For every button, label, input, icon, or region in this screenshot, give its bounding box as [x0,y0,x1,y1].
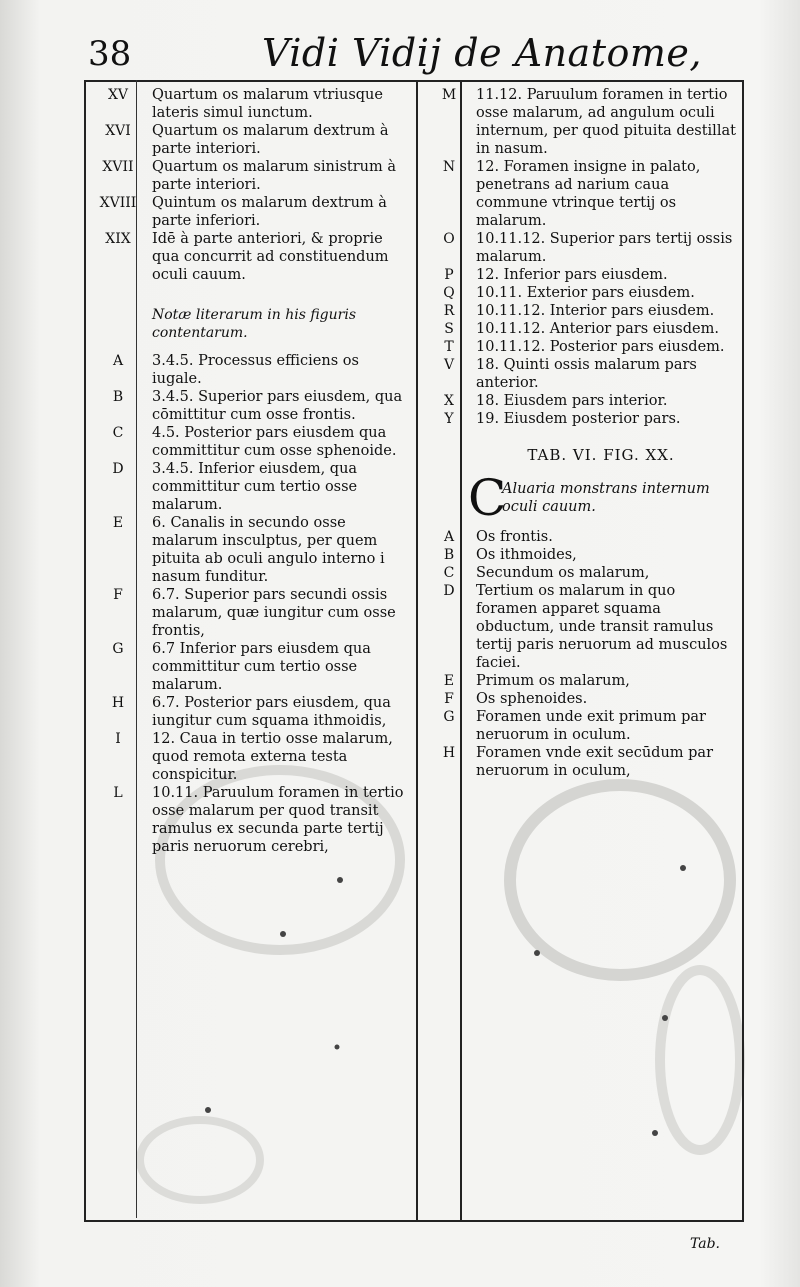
item-label: X [444,393,454,409]
list-item [428,672,740,690]
item-text: Idē à parte anteriori, & proprie qua concurrit ad constituendum oculi cauum. [152,231,389,283]
list-item [428,392,740,410]
item-text: Foramen unde exit primum par neruorum in oculum. [476,709,706,743]
item-text: Primum os malarum, [476,673,630,689]
list-item [92,694,412,730]
item-text: 6.7. Superior pars secundi ossis malarum, quæ iungitur cum osse frontis, [152,587,396,639]
item-text: 3.4.5. Processus efficiens os iugale. [152,353,359,387]
item-label: D [443,583,455,599]
item-label: A [112,353,124,369]
list-item [428,546,740,564]
item-label: I [115,731,121,747]
drop-cap: C [468,469,507,527]
list-item [92,158,412,194]
item-label: N [442,159,456,175]
item-label: A [443,529,455,545]
item-label: T [444,339,454,355]
item-label: B [112,389,124,405]
list-item [92,460,412,514]
list-item [428,356,740,392]
item-label: P [444,267,454,283]
item-label: XVI [105,123,131,139]
item-text: 6. Canalis in secundo osse malarum insculptus, per quem pituita ab oculi angulo interno i nasum funditur. [152,515,385,585]
list-item [92,424,412,460]
item-text: 10.11.12. Posterior pars eiusdem. [476,339,725,355]
list-item [92,640,412,694]
calvaria-text: Aluaria monstrans internum oculi cauum. [502,481,710,515]
item-text: Quartum os malarum dextrum à parte interiori. [152,123,389,157]
item-text: Quartum os malarum sinistrum à parte interiori. [152,159,397,193]
item-label: E [443,673,455,689]
item-text: Quintum os malarum dextrum à parte inferiori. [152,195,387,229]
list-item [428,266,740,284]
item-label: C [443,565,455,581]
item-text: 10.11. Exterior pars eiusdem. [476,285,695,301]
list-item [428,528,740,546]
item-text: 12. Caua in tertio osse malarum, quod remota externa testa conspicitur. [152,731,393,783]
list-item [92,352,412,388]
list-item [92,388,412,424]
tab-heading: TAB. VI. FIG. XX. [527,446,675,464]
list-item [428,690,740,708]
item-text: 3.4.5. Inferior eiusdem, qua committitur cum tertio osse malarum. [152,461,358,513]
item-text: 3.4.5. Superior pars eiusdem, qua cōmittitur cum osse frontis. [152,389,403,423]
list-item [428,284,740,302]
list-item [92,230,412,284]
item-text: Secundum os malarum, [476,565,650,581]
item-label: H [442,745,456,761]
column-rule-middle [416,80,418,1222]
list-item [428,582,740,672]
list-item [428,708,740,744]
list-item [428,302,740,320]
item-label: XIX [105,231,131,247]
item-text: 4.5. Posterior pars eiusdem qua committitur cum osse sphenoide. [152,425,397,459]
item-text: 11.12. Paruulum foramen in tertio osse malarum, ad angulum oculi internum, per quod pituita destillat in nasum. [476,87,736,157]
item-text: Foramen vnde exit secūdum par neruorum in oculum, [476,745,714,779]
list-item [92,730,412,784]
left-column [92,86,412,856]
calvaria-caption [468,469,740,527]
item-text: Os frontis. [476,529,553,545]
item-text: 6.7. Posterior pars eiusdem, qua iungitur cum squama ithmoidis, [152,695,391,729]
list-item [92,784,412,856]
item-text: Quartum os malarum vtriusque lateris simul iunctum. [152,87,383,121]
item-label: S [444,321,454,337]
page-number: 38 [88,34,132,74]
item-label: D [112,461,124,477]
list-item [428,410,740,428]
list-item [428,338,740,356]
item-text: 6.7 Inferior pars eiusdem qua committitur cum tertio osse malarum. [152,641,371,693]
item-text: 10.11. Paruulum foramen in tertio osse malarum per quod transit ramulus ex secunda parte tertij paris neruorum cerebri, [152,785,404,855]
list-item [428,158,740,230]
item-label: XVII [102,159,134,175]
item-text: 10.11.12. Interior pars eiusdem. [476,303,715,319]
item-label: XV [107,87,129,103]
list-item [428,230,740,266]
item-label: G [112,641,124,657]
list-item [92,86,412,122]
list-item [92,514,412,586]
right-column [428,86,740,780]
running-title: Vidi Vidij de Anatome, [262,31,702,75]
item-label: C [112,425,124,441]
list-item [92,586,412,640]
item-text: 10.11.12. Anterior pars eiusdem. [476,321,719,337]
item-label: F [113,587,123,603]
item-label: O [443,231,455,247]
list-item [92,122,412,158]
list-item [428,564,740,582]
item-text: 12. Foramen insigne in palato, penetrans ad narium caua commune vtrinque tertij os malarum. [476,159,701,229]
item-text: 12. Inferior pars eiusdem. [476,267,668,283]
item-label: V [443,357,455,373]
item-text: 18. Eiusdem pars interior. [476,393,668,409]
item-label: L [113,785,123,801]
item-text: 19. Eiusdem posterior pars. [476,411,681,427]
item-label: Q [443,285,455,301]
item-label: M [441,87,457,103]
list-item [92,194,412,230]
item-label: F [444,691,454,707]
catchword: Tab. [690,1236,721,1252]
list-item [428,86,740,158]
item-label: G [443,709,455,725]
item-label: H [111,695,125,711]
notae-heading: Notæ literarum in his figuris contentarum. [152,307,356,341]
item-text: Os ithmoides, [476,547,577,563]
item-text: 10.11.12. Superior pars tertij ossis malarum. [476,231,733,265]
item-text: 18. Quinti ossis malarum pars anterior. [476,357,697,391]
item-text: Tertium os malarum in quo foramen apparet squama obductum, unde transit ramulus tertij paris neruorum ad musculos faciei. [476,583,728,671]
item-label: R [443,303,455,319]
item-label: XVIII [99,195,137,211]
list-item [428,320,740,338]
item-text: Os sphenoides. [476,691,588,707]
list-item [428,744,740,780]
item-label: E [112,515,124,531]
item-label: B [443,547,455,563]
item-label: Y [444,411,454,427]
